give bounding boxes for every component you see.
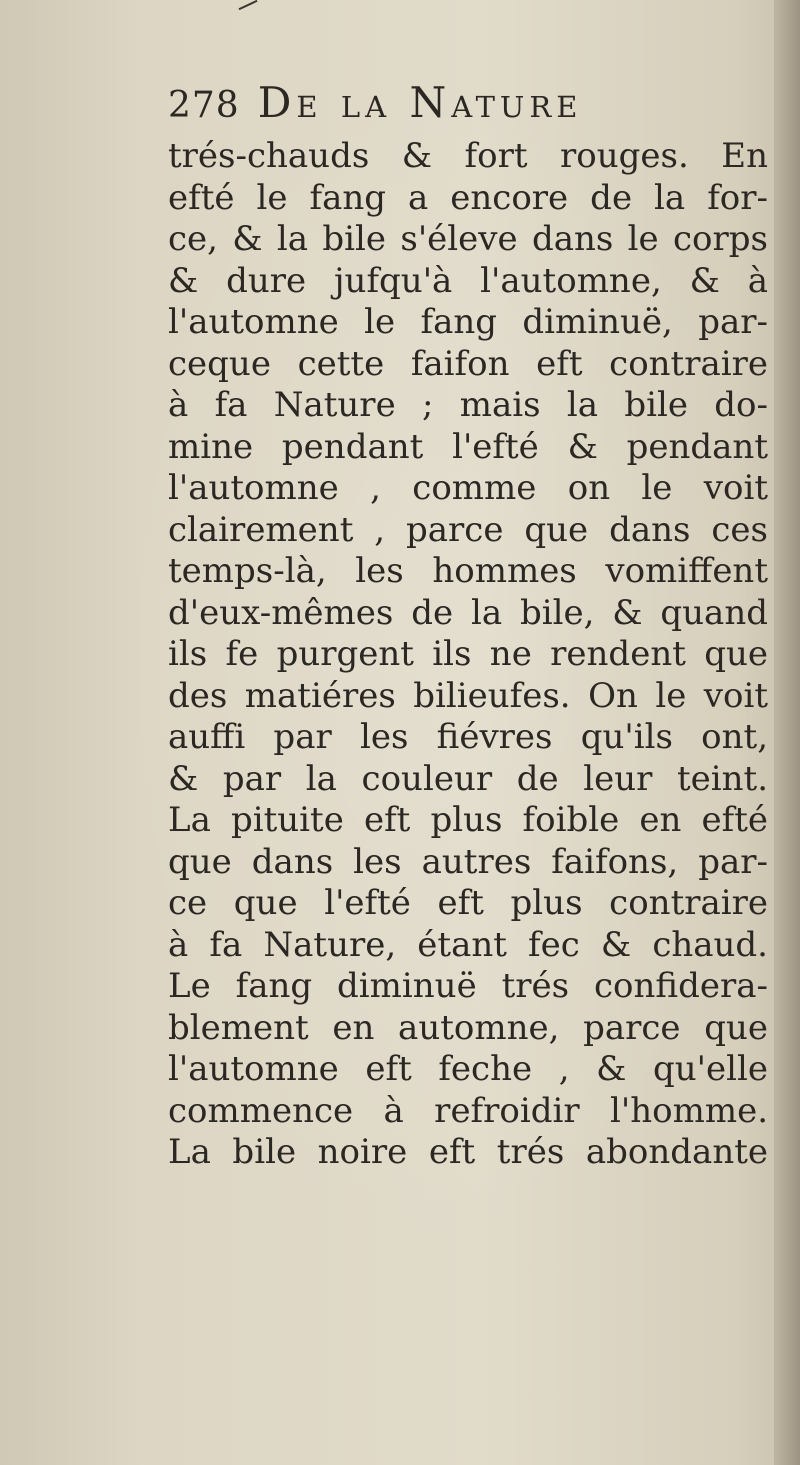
page-edge-shadow — [774, 0, 800, 1465]
text-line: temps-là, les hommes vomiffent — [168, 551, 768, 591]
page-number: 278 — [168, 85, 240, 126]
text-line: commence à refroidir l'homme. — [168, 1090, 768, 1131]
text-line: ce que l'efté eft plus contraire — [168, 883, 768, 923]
text-line: trés-chauds & fort rouges. En — [168, 136, 768, 176]
text-line: efté le fang a encore de la for- — [168, 177, 768, 218]
running-head — [168, 78, 768, 136]
text-line: ceque cette faifon eft contraire — [168, 343, 768, 384]
text-line: Le fang diminuë trés confidera- — [168, 966, 768, 1006]
text-line: des matiéres bilieufes. On le voit — [168, 675, 768, 716]
text-line: l'automne le fang diminuë, par- — [168, 302, 768, 342]
text-line: ils fe purgent ils ne rendent que — [168, 634, 768, 674]
text-line: à fa Nature ; mais la bile do- — [168, 385, 768, 425]
text-line: mine pendant l'efté & pendant — [168, 426, 768, 467]
text-line: l'automne , comme on le voit — [168, 468, 768, 508]
text-line: & dure jufqu'à l'automne, & à — [168, 260, 768, 301]
text-line: ce, & la bile s'éleve dans le corps — [168, 219, 768, 259]
text-line: blement en automne, parce que — [168, 1007, 768, 1048]
text-line: à fa Nature, étant fec & chaud. — [168, 924, 768, 965]
text-line: clairement , parce que dans ces — [168, 509, 768, 550]
text-line: La bile noire eft trés abondante — [168, 1132, 768, 1172]
text-line: que dans les autres faifons, par- — [168, 841, 768, 882]
text-line: & par la couleur de leur teint. — [168, 758, 768, 799]
running-head-title: De la Nature — [257, 78, 583, 127]
text-line: d'eux-mêmes de la bile, & quand — [168, 592, 768, 633]
text-line: l'automne eft feche , & qu'elle — [168, 1049, 768, 1089]
text-line: La pituite eft plus foible en efté — [168, 800, 768, 840]
ink-mark — [239, 0, 258, 10]
text-line: auffi par les fiévres qu'ils ont, — [168, 717, 768, 757]
text-block — [168, 78, 768, 1174]
